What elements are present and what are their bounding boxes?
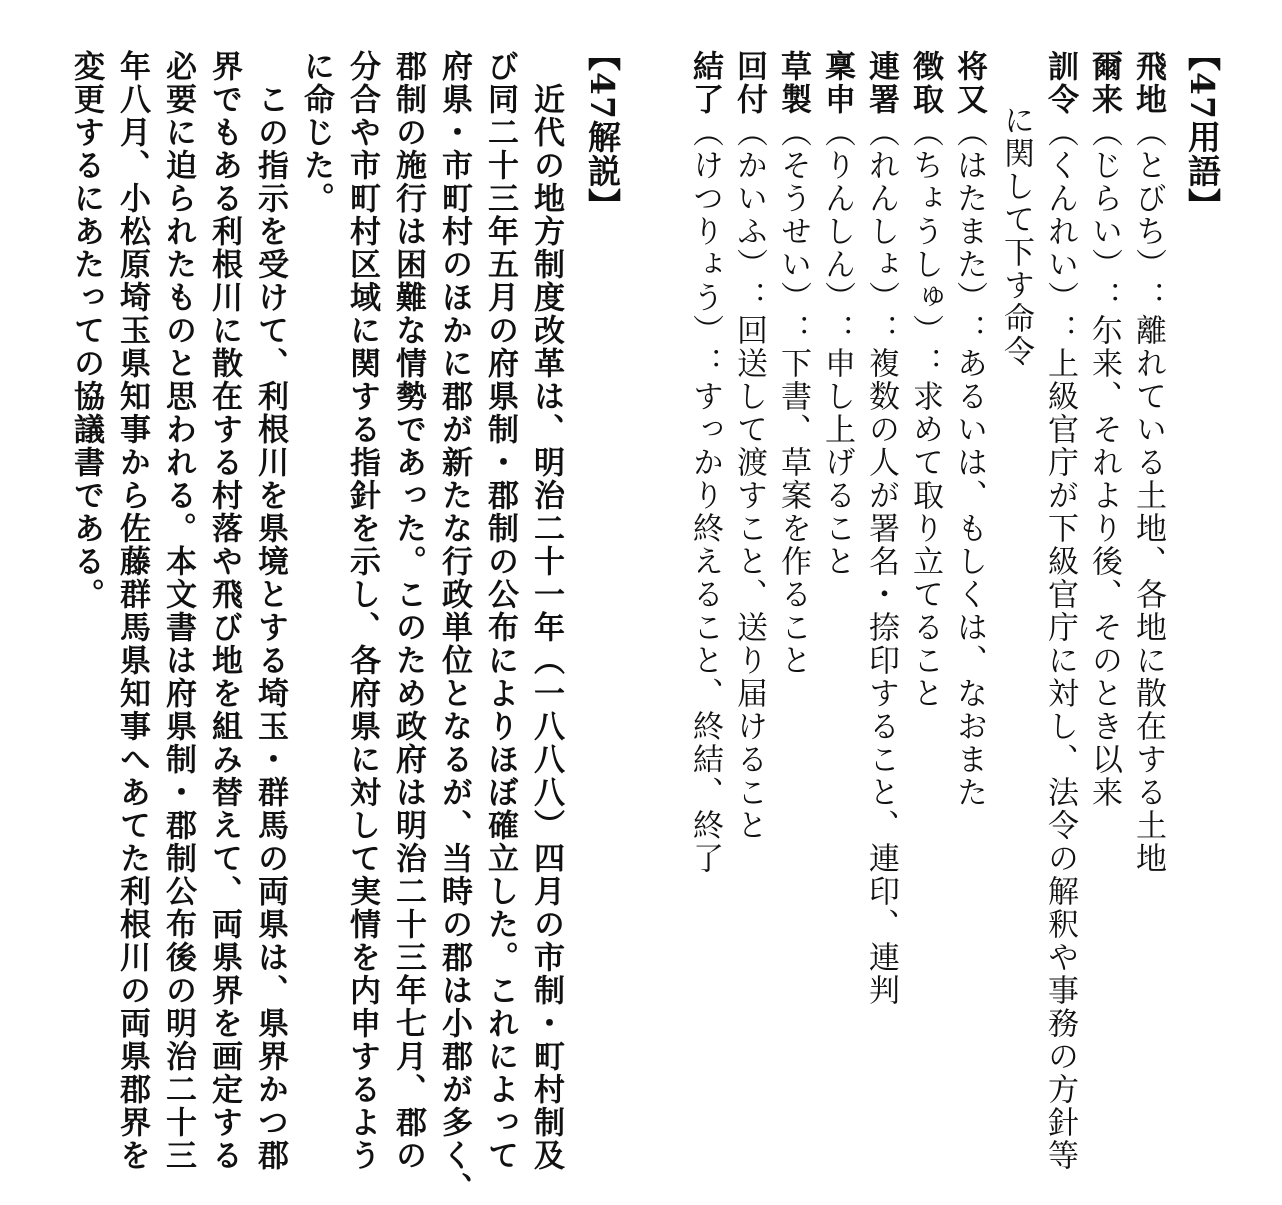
glossary-definition: ：複数の人が署名・捺印すること、連印、連判 [863,314,899,1007]
glossary-entry [771,50,815,677]
glossary-definition: ：上級官庁が下級官庁に対し、法令の解釈や事務の方針等 [1042,314,1078,1172]
glossary-definition: ：すっかり終えること、終結、終了 [687,347,723,875]
glossary-definition: ：申し上げること [819,314,855,578]
glossary-term: 将又 [951,50,987,116]
commentary-line: 郡制の施行は困難な情勢であった。このため政府は明治二十三年七月、郡の [390,50,426,1172]
commentary-line: 分合や市町村区域に関する指針を示し、各府県に対して実情を内申するよう [344,50,380,1172]
glossary-definition: ：求めて取り立てること [907,347,943,710]
commentary-line: この指示を受けて、利根川を県境とする埼玉・群馬の両県は、県界かつ郡 [252,50,288,1172]
glossary-definition: ：下書、草案を作ること [775,314,811,677]
glossary-term: 稟申 [819,50,855,116]
commentary-line: 必要に迫られたものと思われる。本文書は府県制・郡制公布後の明治二十三 [160,50,196,1172]
glossary-continuation: に関して下す命令 [998,104,1034,368]
glossary-definition: ：回送して渡すこと、送り届けること [731,281,767,842]
commentary-line: 府県・市町村のほかに郡が新たな行政単位となるが、当時の郡は小郡が多く、 [436,50,472,1205]
glossary-definition: ：尓来、それより後、そのとき以来 [1086,281,1122,809]
glossary-term: 連署 [863,50,899,116]
glossary-definition: ：離れている土地、各地に散在する土地 [1130,281,1166,875]
glossary-term: 飛地 [1130,50,1166,116]
glossary-reading: （そうせい） [775,116,811,314]
glossary-term: 訓令 [1042,50,1078,116]
glossary-entry [903,50,947,710]
glossary-entry [1126,50,1170,875]
glossary-term: 爾来 [1086,50,1122,116]
glossary-definition: ：あるいは、もしくは、なおまた [951,314,987,809]
glossary-term: 回付 [731,50,767,116]
glossary-reading: （とびち） [1130,116,1166,281]
glossary-reading: （りんしん） [819,116,855,314]
glossary-entry [727,50,771,842]
glossary-term: 結了 [687,50,723,116]
commentary-line: 界でもある利根川に散在する村落や飛び地を組み替えて、両県界を画定する [206,50,242,1172]
glossary-entry [683,50,727,875]
glossary-reading: （けつりょう） [687,116,723,347]
glossary-reading: （れんしょ） [863,116,899,314]
glossary-entry [1082,50,1126,809]
glossary-reading: （かいふ） [731,116,767,281]
glossary-reading: （くんれい） [1042,116,1078,314]
glossary-heading: 【47用語】 [1183,38,1222,222]
glossary-term: 草製 [775,50,811,116]
commentary-line: に命じた。 [298,50,334,215]
commentary-line: 近代の地方制度改革は、明治二十一年（一八八八）四月の市制・町村制及 [528,50,564,1172]
glossary-reading: （じらい） [1086,116,1122,281]
glossary-entry [815,50,859,578]
commentary-line: 年八月、小松原埼玉県知事から佐藤群馬県知事へあてた利根川の両県郡界を [114,50,150,1172]
glossary-reading: （はたまた） [951,116,987,314]
glossary-entry [1038,50,1082,1172]
commentary-line: び同二十三年五月の府県制・郡制の公布によりほぼ確立した。これによって [482,50,518,1172]
glossary-reading: （ちょうしゅ） [907,116,943,347]
commentary-heading: 【47解説】 [583,38,622,222]
glossary-entry [947,50,991,809]
glossary-entry [859,50,903,1007]
glossary-term: 徴取 [907,50,943,116]
commentary-line: 変更するにあたっての協議書である。 [68,50,104,611]
